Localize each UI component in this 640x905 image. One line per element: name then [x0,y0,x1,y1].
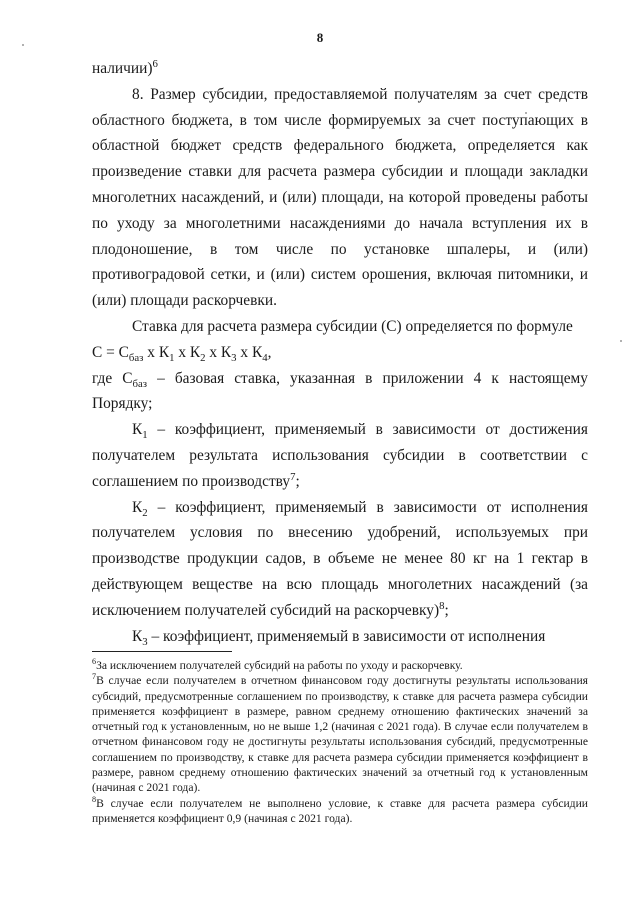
paragraph-k1-definition: $К_1$ – коэффициент, применяемый в зависимости от достижения получателем результата использования субсидии в соответствии с соглашением по производству$^7$; [92,421,588,490]
footnote: $^8$В случае если получателем не выполнено условие, к ставке для расчета размера субсидии применяется коэффициент 0,9 (начиная с 2021 года). [92,794,588,825]
footnote-separator [92,651,232,652]
footnote: $^7$В случае если получателем в отчетном финансовом году достигнуты результаты использования субсидий, предусмотренные соглашением по производству, к ставке для расчета размера субсидии применяется коэффициент в размере, равном среднему отношению фактических значений за отчетный год к установленным, но не выше 1,2 (начиная с 2021 года). В случае если получателем в отчетном финансовом году не достигнуты результаты использования субсидий, предусмотренные соглашением по производству, к ставке для расчета размера субсидии применяется коэффициент в размере, равном среднему отношению фактических значений за отчетный год к установленным (начиная с 2021 года). [92,672,588,795]
formula: $С = С_{баз}$ x $К_1$ x $К_2$ x $К_3$ x $К_4$, [92,343,272,364]
footnote-ref[interactable]: 7 [290,470,296,483]
page-number: 8 [316,30,324,45]
paragraph-formula-intro: Ставка для расчета размера субсидии (С) определяется по формуле [132,317,573,335]
main-text [92,56,588,649]
footnote-ref[interactable]: 6 [152,57,158,70]
paragraph-continuation: наличии)$^6$ [92,57,158,77]
paragraph-item-8: 8. Размер субсидии, предоставляемой получателям за счет средств областного бюджета, в том числе формируемых за счет поступающих в областной бюджет средств федерального бюджета, определяется как произведение ставки для расчета размера субсидии и площади закладки многолетних насаждений, и (или) площади, на которой проведены работы по уходу за многолетними насаждениями до начала вступления их в плодоношение, в том числе по установке шпалеры, и (или) противоградовой сетки, и (или) систем орошения, включая питомники, и (или) площади раскорчевки. [92,85,588,310]
paragraph-cbaz-definition: где $С_{баз}$ – базовая ставка, указанная в приложении 4 к настоящему Порядку; [92,369,588,413]
footnotes [92,658,588,826]
footnote: $^6$За исключением получателей субсидий на работы по уходу и раскорчевку. [92,657,463,672]
scan-speck [620,340,622,342]
paragraph-k3-definition: $К_3$ – коэффициент, применяемый в зависимости от исполнения [132,627,546,648]
footnote-ref[interactable]: 8 [439,599,445,612]
paragraph-k2-definition: $К_2$ – коэффициент, применяемый в зависимости от исполнения получателем условия по внесению удобрений, используемых при производстве продукции садов, в объеме не менее 80 кг на 1 гектар в действующем веществе на всю площадь многолетних насаждений (за исключением получателей субсидий на раскорчевку)$^8$; [92,498,588,619]
